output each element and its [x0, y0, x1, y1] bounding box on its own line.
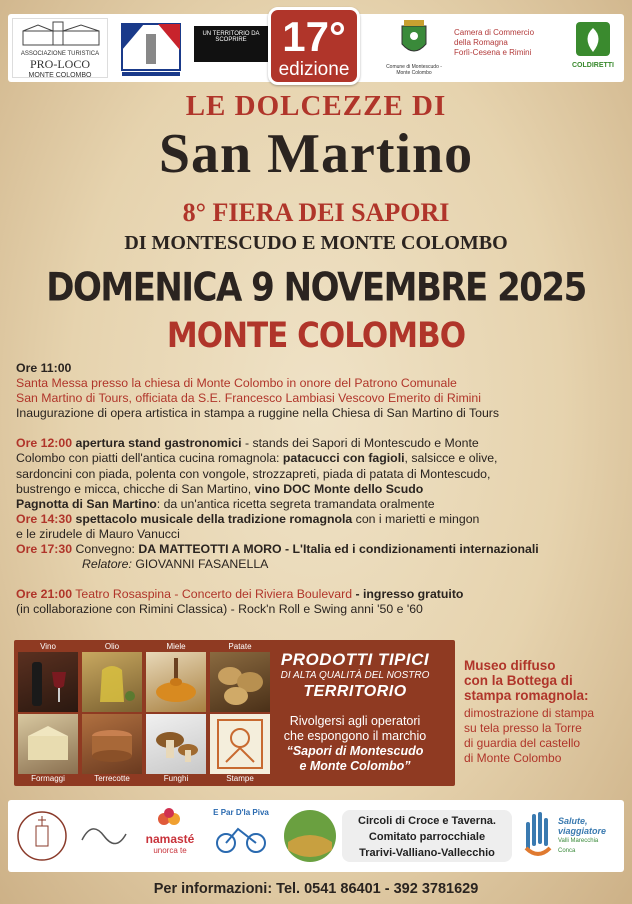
museum-desc-l4: di Monte Colombo: [464, 751, 562, 765]
proloco-logo: [12, 18, 108, 78]
tile-label-patate: Patate: [228, 642, 252, 651]
event-12-head: apertura stand gastronomici: [75, 436, 242, 451]
title-line1: LE DOLCEZZE DI: [185, 90, 447, 122]
event-1730-speaker: [16, 557, 624, 572]
museum-desc-l1: dimostrazione di stampa: [464, 706, 595, 720]
event-location: MONTE COLOMBO: [166, 315, 466, 357]
products-title: PRODOTTI TIPICI: [280, 650, 430, 669]
event-12-bold3: Pagnotta di San Martino: [16, 496, 157, 511]
tricolor-flag-icon: [118, 20, 184, 78]
event-11-line1: Santa Messa presso la chiesa di Monte Colombo in onore del Patrono Comunale: [16, 376, 457, 391]
territorio-text: UN TERRITORIO DA SCOPRIRE: [202, 31, 260, 43]
leaf-icon: [568, 20, 618, 60]
circoli-box: [342, 810, 512, 862]
event-12-line1: [16, 436, 624, 451]
tile-label-olio: Olio: [104, 642, 120, 651]
church-icon: [14, 806, 70, 866]
tile-label-terrecotte: Terrecotte: [94, 774, 130, 783]
coldiretti-logo: [568, 20, 618, 76]
products-brand-l2: e Monte Colombo”: [299, 759, 411, 773]
sponsor-strip: [8, 800, 624, 872]
event-21-line2: (in collaborazione con Rimini Classica) - Rock'n Roll e Swing anni '50 e '60: [16, 602, 423, 617]
pottery-icon: [82, 714, 142, 774]
tile-label-funghi: Funghi: [163, 774, 189, 783]
parish-logo: [14, 806, 70, 866]
coat-of-arms-icon: [386, 18, 442, 62]
event-1430-time: Ore 14:30: [16, 511, 73, 526]
museum-title-l3: stampa romagnola:: [464, 688, 589, 703]
hand-icon: [522, 808, 556, 862]
namaste-sub: unorca te: [153, 846, 187, 855]
event-12-text3: , salsicce e olive,: [404, 451, 498, 466]
wine-icon: [18, 652, 78, 712]
event-21-free: - ingresso gratuito: [352, 587, 464, 602]
flag-logo: [118, 20, 184, 78]
comune-logo: [386, 18, 442, 78]
event-12-line3: sardoncini con piada, polenta con vongole, strozzapreti, piada di patata di Montescudo,: [16, 466, 491, 481]
event-21-time: Ore 21:00: [16, 587, 73, 602]
event-12-text2: Colombo con piatti dell'antica cucina romagnola:: [16, 451, 283, 466]
event-date: DOMENICA 9 NOVEMBRE 2025: [46, 265, 586, 311]
village-icon: [13, 19, 108, 49]
info-contact: Per informazioni: Tel. 0541 86401 - 392 3781629: [153, 881, 479, 897]
tile-label-formaggi: Formaggi: [31, 774, 65, 783]
coldiretti-name: COLDIRETTI: [572, 62, 614, 69]
circoli-l2: Comitato parrocchiale: [368, 831, 486, 843]
camera-line3: Forlì-Cesena e Rimini: [454, 48, 532, 57]
edition-badge: [268, 7, 360, 85]
cheese-icon: [18, 714, 78, 774]
event-11-line2: San Martino di Tours, officiata da S.E. Francesco Lambiasi Vescovo Emerito di Rimini: [16, 391, 481, 406]
epeda-logo: [208, 808, 274, 864]
namaste-logo: [138, 808, 202, 864]
event-1430-head: spettacolo musicale della tradizione romagnola: [75, 511, 353, 526]
salute-text: [558, 816, 606, 856]
museum-desc-l2: su tela presso la Torre: [464, 721, 582, 735]
products-brand-l1: “Sapori di Montescudo: [286, 744, 424, 758]
event-21-line1: [16, 587, 624, 602]
camera-line2: della Romagna: [454, 38, 508, 47]
event-11-line3: Inaugurazione di opera artistica in stampa a ruggine nella Chiesa di San Martino di Tours: [16, 406, 500, 421]
products-brand: [258, 744, 452, 774]
museum-description: [464, 706, 628, 766]
event-21-venue: Teatro Rosaspina - Concerto dei Riviera Boulevard: [72, 587, 353, 602]
landscape-icon: [280, 806, 340, 866]
event-12-text5: bustrengo e micca, chicche di San Martino,: [16, 481, 255, 496]
salute-l2: viaggiatore: [558, 826, 607, 836]
mushroom-icon: [146, 714, 206, 774]
circoli-l1: Circoli di Croce e Taverna.: [358, 815, 496, 827]
products-subtitle: DI ALTA QUALITÀ DEL NOSTRO: [280, 670, 430, 681]
event-12-bold2: vino DOC Monte dello Scudo: [254, 481, 424, 496]
swirl-icon: [76, 810, 132, 862]
page-title: San Martino: [158, 123, 474, 185]
speaker-name: GIOVANNI FASANELLA: [131, 557, 269, 572]
territorio-logo: [194, 26, 268, 62]
event-12-bold1: patacucci con fagioli: [282, 451, 405, 466]
proloco-top: ASSOCIAZIONE TURISTICA: [20, 51, 100, 57]
epeda-name: E Par D'la Piva: [213, 808, 269, 817]
museum-title-l1: Museo diffuso: [464, 658, 556, 673]
products-contact-l1: Rivolgersi agli operatori: [289, 714, 421, 728]
event-1730-text1: Convegno:: [72, 542, 139, 557]
cursive-logo: [76, 810, 132, 862]
camera-line1: Camera di Commercio: [454, 28, 535, 37]
flower-icon: [138, 808, 202, 830]
programme: [16, 361, 624, 617]
museum-desc-l3: di guardia del castello: [464, 736, 581, 750]
tile-label-miele: Miele: [166, 642, 186, 651]
edition-label: edizione: [278, 59, 350, 80]
tile-label-vino: Vino: [40, 642, 56, 651]
camera-commercio-logo: [454, 20, 564, 76]
event-12-line2: [16, 451, 624, 466]
event-11-time: Ore 11:00: [16, 361, 72, 375]
bicycle-icon: [208, 817, 274, 857]
products-contact-l2: che espongono il marchio: [283, 729, 427, 743]
event-12-time: Ore 12:00: [16, 436, 73, 451]
event-12-line5: [16, 497, 624, 512]
event-1430-text1: con i marietti e mingon: [352, 511, 480, 526]
subtitle-places: DI MONTESCUDO E MONTE COLOMBO: [124, 232, 508, 254]
event-12-line4: [16, 482, 624, 497]
event-1730-time: Ore 17:30: [16, 542, 73, 557]
event-1730-bold1: DA MATTEOTTI A MORO - L'Italia ed i condizionamenti internazionali: [138, 542, 539, 557]
salute-l3: Valli Marecchia: [558, 838, 599, 844]
green-circle-logo: [280, 806, 340, 866]
edition-number: 17°: [282, 13, 346, 60]
salute-l4: Conca: [558, 848, 576, 854]
circoli-l3: Trarivi-Valliano-Vallecchio: [359, 847, 495, 859]
oil-icon: [82, 652, 142, 712]
tile-label-stampe: Stampe: [226, 774, 254, 783]
museum-title: [464, 658, 628, 703]
subtitle-fiera: 8° FIERA DEI SAPORI: [182, 198, 450, 227]
products-contact: [258, 714, 452, 744]
event-12-text6: : da un'antica ricetta segreta tramandata oralmente: [156, 496, 435, 511]
products-subtitle2: TERRITORIO: [303, 683, 407, 700]
speaker-label: Relatore:: [82, 557, 132, 572]
proloco-sub: MONTE COLOMBO: [28, 72, 92, 78]
event-12-text1: - stands dei Sapori di Montescudo e Monte: [241, 436, 479, 451]
namaste-name: namasté: [145, 832, 195, 846]
event-1430-line1: [16, 512, 624, 527]
comune-name: Comune di Montescudo - Monte Colombo: [386, 64, 442, 76]
honey-icon: [146, 652, 206, 712]
salute-logo: [520, 806, 620, 866]
proloco-name: PRO-LOCO: [29, 57, 90, 71]
event-1430-line2: e le zirudele di Mauro Vanucci: [16, 526, 180, 541]
museum-title-l2: con la Bottega di: [464, 673, 573, 688]
salute-l1: Salute,: [558, 816, 588, 826]
event-1730-line1: [16, 542, 624, 557]
